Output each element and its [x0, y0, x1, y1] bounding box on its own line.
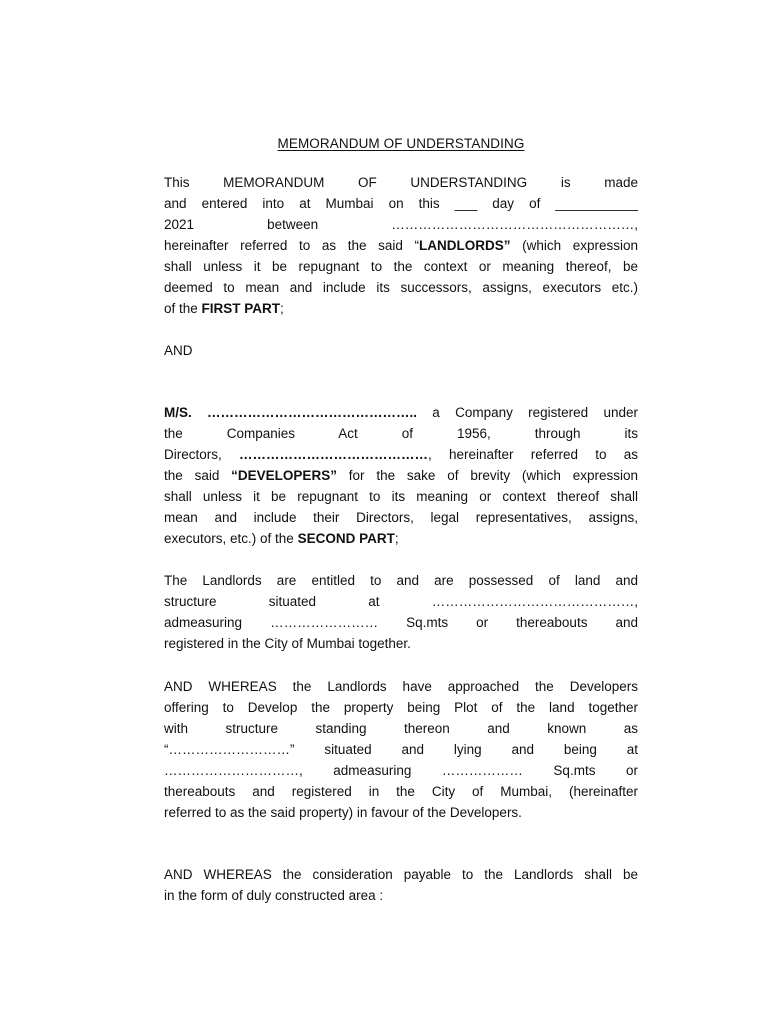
text-line: with structure standing thereon and known as [164, 721, 638, 736]
text-line: registered in the City of Mumbai together. [164, 636, 411, 651]
text-segment: hereinafter referred to as the said “ [164, 238, 419, 253]
text-line: shall unless it be repugnant to its meaning or context thereof shall [164, 489, 638, 504]
text-line: admeasuring …………………… Sq.mts or thereabouts and [164, 615, 638, 630]
text-line: offering to Develop the property being Plot of the land together [164, 700, 638, 715]
text-line: the Companies Act of 1956, through its [164, 426, 638, 441]
text-line: structure situated at ………………………………………, [164, 594, 638, 609]
paragraph-first-party [164, 172, 638, 319]
document-title: MEMORANDUM OF UNDERSTANDING [277, 136, 525, 151]
text-line: in the form of duly constructed area : [164, 888, 384, 903]
text-segment: Directors, [164, 447, 239, 462]
text-line: AND WHEREAS the consideration payable to the Landlords shall be [164, 867, 638, 882]
second-part-term: SECOND PART [297, 531, 395, 546]
company-name-blank: M/S. ……………………………………….. [164, 405, 418, 420]
paragraph-whereas-consideration [164, 864, 638, 906]
text-line [164, 528, 638, 549]
text-line [164, 402, 638, 423]
text-segment: executors, etc.) of the [164, 531, 298, 546]
text-line [164, 235, 638, 256]
text-line: shall unless it be repugnant to the context or meaning thereof, be [164, 259, 638, 274]
text-line: thereabouts and registered in the City of Mumbai, (hereinafter [164, 784, 638, 799]
text-line: AND WHEREAS the Landlords have approached the Developers [164, 679, 638, 694]
directors-blank: …………………………………… [239, 447, 428, 462]
text-segment: a Company registered under [417, 405, 638, 420]
paragraph-whereas-develop [164, 676, 638, 823]
text-line [164, 298, 638, 319]
text-segment: (which expression [510, 238, 639, 253]
text-segment: ; [394, 531, 399, 546]
text-line [164, 444, 638, 465]
developers-term: “DEVELOPERS” [231, 468, 337, 483]
text-line: deemed to mean and include its successors, assigns, executors etc.) [164, 280, 638, 295]
text-line: mean and include their Directors, legal representatives, assigns, [164, 510, 638, 525]
and-word: AND [164, 343, 193, 358]
text-line: The Landlords are entitled to and are possessed of land and [164, 573, 638, 588]
text-line: referred to as the said property) in favour of the Developers. [164, 805, 522, 820]
paragraph-landlords-entitled [164, 570, 638, 654]
text-segment: of the [164, 301, 202, 316]
text-line [164, 465, 638, 486]
text-segment: the said [164, 468, 232, 483]
first-part-term: FIRST PART [201, 301, 281, 316]
text-segment: for the sake of brevity (which expression [336, 468, 638, 483]
landlords-term: LANDLORDS” [419, 238, 511, 253]
text-line: and entered into at Mumbai on this ___ day of ___________ [164, 196, 638, 211]
text-segment: , hereinafter referred to as [428, 447, 638, 462]
text-line: This MEMORANDUM OF UNDERSTANDING is made [164, 175, 638, 190]
text-line: …………………………, admeasuring ……………… Sq.mts or [164, 763, 638, 778]
paragraph-second-party [164, 402, 638, 549]
text-line: 2021 between ………………………………………………, [164, 217, 638, 232]
and-separator [164, 340, 638, 361]
text-line: “………………………” situated and lying and being at [164, 742, 638, 757]
text-segment: ; [280, 301, 284, 316]
